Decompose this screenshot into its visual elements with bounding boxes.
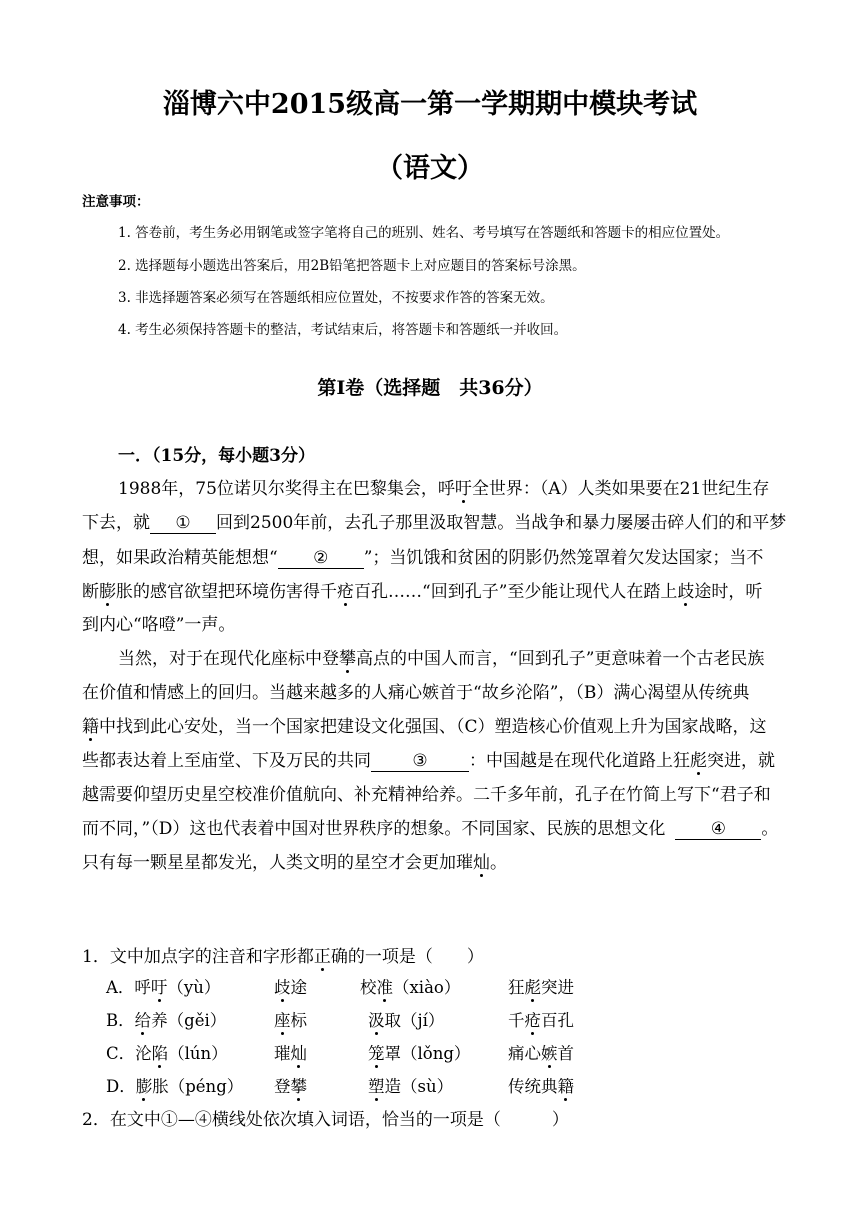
dotted-char: 塑	[368, 1073, 385, 1097]
dotted-char: 彪	[525, 974, 542, 998]
passage-line: 只有每一颗星星都发光，人类文明的星空才会更加璀灿。	[82, 848, 507, 873]
question-2-stem: 2．在文中①—④横线处依次填入词语，恰当的一项是（ ）	[82, 1110, 569, 1130]
exam-title: 淄博六中2015级高一第一学期期中模块考试	[162, 89, 698, 120]
notice-item-1: 1. 答卷前，考生务必用钢笔或签字笔将自己的班别、姓名、考号填写在答题纸和答题卡的相应位置处。	[118, 225, 730, 241]
dotted-char: 笼	[368, 1040, 385, 1064]
passage-line: 在价值和情感上的回归。当越来越多的人痛心嫉首于“故乡沦陷”，（B）满心渴望从传统典	[82, 683, 750, 703]
dotted-char: 吁	[455, 474, 472, 499]
dotted-char: 给	[135, 1007, 152, 1031]
passage-line: 籍中找到此心安处，当一个国家把建设文化强国、（C）塑造核心价值观上升为国家战略，这	[82, 712, 767, 737]
passage-line: 而不同，”（D）这也代表着中国对世界秩序的想象。不同国家、民族的思想文化 ④ 。	[82, 819, 779, 839]
notice-item-4: 4. 考生必须保持答题卡的整洁，考试结束后，将答题卡和答题纸一并收回。	[118, 322, 568, 338]
dotted-char: 攀	[291, 1073, 308, 1097]
passage-line: 1988年，75位诺贝尔奖得主在巴黎集会，呼吁全世界：（A）人类如果要在21世纪生存	[118, 474, 769, 499]
dotted-char: 座	[274, 1007, 291, 1031]
passage-line: 断膨胀的感官欲望把环境伤害得千疮百孔……“回到孔子”至少能让现代人在踏上歧途时，听	[82, 577, 762, 602]
section-title: 第Ⅰ卷（选择题 共36分）	[317, 377, 543, 399]
option-c-col2: 璀灿	[274, 1040, 307, 1064]
dotted-char: 汲	[368, 1007, 385, 1031]
part-heading: 一．（15分，每小题3分）	[118, 446, 315, 466]
notice-item-2: 2. 选择题每小题选出答案后，用2B铅笔把答题卡上对应题目的答案标号涂黑。	[118, 258, 586, 274]
option-a-col4: 狂彪突进	[508, 974, 574, 998]
option-a-col1: A．呼吁（yù）	[106, 974, 220, 998]
passage-line: 越需要仰望历史星空校准价值航向、补充精神给养。二千多年前，孔子在竹简上写下“君子和	[82, 785, 771, 805]
passage-line: 当然，对于在现代化座标中登攀高点的中国人而言，“回到孔子”更意味着一个古老民族	[118, 644, 764, 669]
dotted-char: 灿	[291, 1040, 308, 1064]
dotted-char: 籍	[558, 1073, 575, 1097]
dotted-char: 歧	[274, 974, 291, 998]
blank-4: ④	[675, 821, 761, 840]
option-d-col3: 塑造（sù）	[368, 1073, 453, 1097]
passage-line: 些都表达着上至庙堂、下及万民的共同 ③ ：中国越是在现代化道路上狂彪突进，就	[82, 746, 775, 772]
option-b-col3: 汲取（jí）	[368, 1007, 444, 1031]
dotted-char: 灿	[473, 848, 490, 873]
option-d-col1: D．膨胀（péng）	[106, 1073, 243, 1097]
dotted-char: 准	[377, 974, 394, 998]
dotted-char: 攀	[339, 644, 356, 669]
dotted-char: 陷	[152, 1040, 169, 1064]
dotted-char: 疮	[525, 1007, 542, 1031]
option-d-col2: 登攀	[274, 1073, 307, 1097]
exam-subtitle: （语文）	[376, 153, 484, 184]
dotted-char: 膨	[99, 577, 116, 602]
passage-line: 下去，就 ① 回到2500年前，去孔子那里汲取智慧。当战争和暴力屡屡击碎人们的和平梦	[82, 513, 787, 533]
option-d-col4: 传统典籍	[508, 1073, 574, 1097]
notice-item-3: 3. 非选择题答案必须写在答题纸相应位置处，不按要求作答的答案无效。	[118, 290, 554, 306]
option-a-col3: 校准（xiào）	[360, 974, 460, 998]
dotted-char: 疮	[337, 577, 354, 602]
dotted-char: 膨	[136, 1073, 153, 1097]
option-c-col3: 笼罩（lǒng）	[368, 1040, 470, 1064]
option-a-col2: 歧途	[274, 974, 307, 998]
option-b-col1: B．给养（gěi）	[106, 1007, 226, 1031]
notice-heading: 注意事项：	[82, 194, 150, 210]
blank-2: ②	[278, 550, 364, 569]
option-c-col4: 痛心嫉首	[508, 1040, 574, 1064]
passage-line: 到内心“咯噔”一声。	[82, 615, 236, 635]
passage-line: 想，如果政治精英能想想“ ② ”；当饥饿和贫困的阴影仍然笼罩着欠发达国家；当不	[82, 548, 764, 568]
dotted-char: 正	[314, 942, 331, 967]
question-1-stem: 1．文中加点字的注音和字形都正确的一项是（ ）	[82, 942, 484, 967]
dotted-char: 歧	[677, 577, 694, 602]
option-c-col1: C．沦陷（lún）	[106, 1040, 228, 1064]
dotted-char: 籍	[82, 712, 99, 737]
dotted-char: 嫉	[541, 1040, 558, 1064]
dotted-char: 吁	[151, 974, 168, 998]
blank-1: ①	[150, 515, 216, 534]
option-b-col2: 座标	[274, 1007, 307, 1031]
blank-3: ③	[371, 753, 469, 772]
dotted-char: 彪	[690, 746, 707, 771]
option-b-col4: 千疮百孔	[508, 1007, 574, 1031]
